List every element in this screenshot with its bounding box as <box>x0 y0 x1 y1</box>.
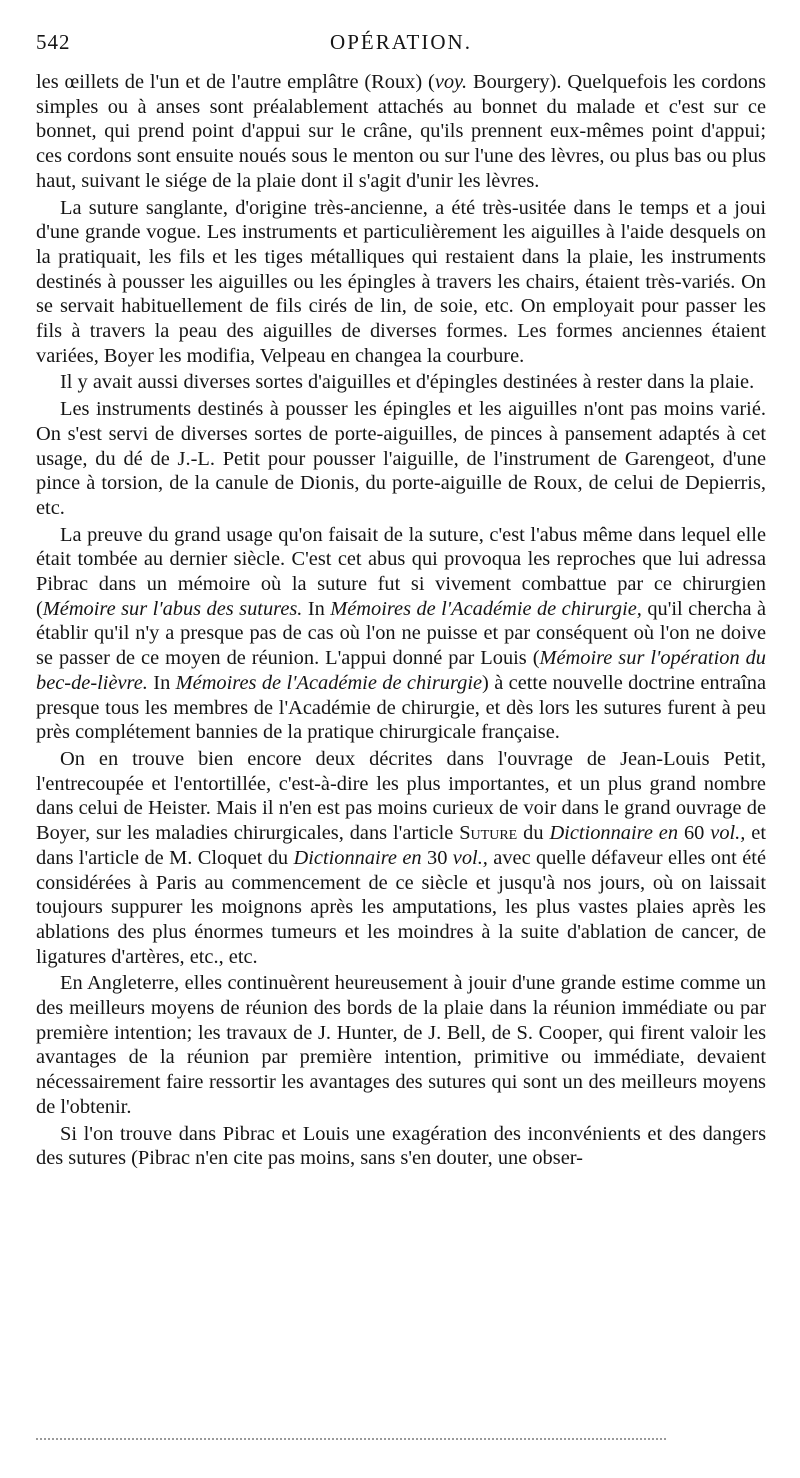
running-title: OPÉRATION. <box>330 30 472 54</box>
paragraph <box>36 971 766 1119</box>
text-run: du <box>517 822 550 845</box>
italic-text: voy. <box>434 71 468 93</box>
italic-text: Mémoire sur l'opération du bec-de-lièvre. <box>36 647 766 694</box>
paragraph <box>36 747 766 969</box>
paragraph <box>36 196 766 369</box>
text-run: 30 <box>421 846 453 869</box>
page-number: 542 <box>36 30 71 54</box>
paragraph <box>36 397 766 521</box>
text-run: En Angleterre, elles continuèrent heureusement à jouir d'une grande estime comme un des meilleurs moyens de réunion des bords de la plaie dans la réunion immédiate ou par première intention; les travaux de J. Hunter, de J. Bell, de S. Cooper, qui firent valoir les avantages de la réunion par première intention, primitive ou immédiate, devaient nécessairement faire ressortir les avantages des sutures qui sont un des meilleurs moyens de l'obtenir. <box>36 972 766 1118</box>
italic-text: vol., <box>452 846 488 869</box>
text-run: In <box>147 671 176 694</box>
text-run: In <box>302 597 331 620</box>
italic-text: Mémoires de l'Académie de chirurgie, <box>330 597 642 620</box>
italic-text: Dictionnaire en <box>549 822 679 845</box>
italic-text: Mémoires de l'Académie de chirurgie <box>175 671 483 694</box>
text-run: La suture sanglante, d'origine très-ancienne, a été très-usitée dans le temps et a joui d'une grande vogue. Les instruments et particulièrement les aiguilles à l'aide desquels on la pratiquait, les fils et les tiges métalliques qui restaient dans la plaie, les instruments destinés à pousser les aiguilles ou les épingles à travers les chairs, étaient très-variés. On se servait habituellement de fils cirés de lin, de soie, etc. On employait pour passer les fils à travers la peau des aiguilles de diverses formes. Les formes anciennes étaient variées, Boyer les modifia, Velpeau en changea la courbure. <box>36 196 766 367</box>
text-run: les œillets de l'un et de l'autre emplâtre (Roux) ( <box>36 71 435 93</box>
italic-text: vol., <box>710 822 746 845</box>
italic-text: Dictionnaire en <box>293 846 422 869</box>
text-run: On en trouve bien encore deux décrites dans l'ouvrage de Jean-Louis Petit, l'entrecoupée et l'entortillée, c'est-à-dire les plus importantes, et un plus grand nombre dans celui de Heister. Mais il n'en est pas moins curieux de voir dans le grand ouvrage de Boyer, sur les maladies chirurgicales, dans l'article <box>36 747 766 845</box>
document-page <box>36 30 766 1171</box>
text-run: Il y avait aussi diverses sortes d'aiguilles et d'épingles destinées à rester dans la plaie. <box>60 371 755 394</box>
paragraph <box>36 523 766 745</box>
paragraph <box>36 1122 766 1171</box>
text-run: qu'il chercha à établir qu'il n'y a presque pas de cas où l'on ne puisse et par conséquent où l'on ne doive se passer de ce moyen de réunion. L'appui donné par Louis ( <box>36 597 766 670</box>
paragraph <box>36 370 766 395</box>
text-run: La preuve du grand usage qu'on faisait de la suture, c'est l'abus même dans lequel elle était tombée au dernier siècle. C'est cet abus qui provoqua les reproches que lui adressa Pibrac dans un mémoire où la suture fut si vivement combattue par ce chirurgien ( <box>36 523 766 620</box>
footer-dotted-rule <box>36 1438 666 1440</box>
text-run: Bourgery). Quelquefois les cordons simples ou à anses sont préalablement attachés au bonnet du malade et c'est sur ce bonnet, qui prend point d'appui sur le crâne, qu'ils prennent eux-mêmes point d'appui; ces cordons sont ensuite noués sous le menton ou sur l'une des lèvres, ou plus bas ou plus haut, suivant le siége de la plaie dont il s'agit d'unir les lèvres. <box>36 71 766 192</box>
page-header <box>36 30 766 58</box>
text-run: Les instruments destinés à pousser les épingles et les aiguilles n'ont pas moins varié. On s'est servi de diverses sortes de porte-aiguilles, de pinces à pansement adaptés à cet usage, du dé de J.-L. Petit pour pousser l'aiguille, de l'instrument de Garengeot, d'une pince à torsion, de la canule de Dionis, du porte-aiguille de Roux, de celui de Depierris, etc. <box>36 398 766 519</box>
text-run: 60 <box>678 822 711 845</box>
text-run: Si l'on trouve dans Pibrac et Louis une exagération des inconvénients et des dangers des sutures (Pibrac n'en cite pas moins, sans s'en douter, une obser- <box>36 1122 766 1170</box>
paragraph <box>36 70 766 194</box>
small-caps-text: Suture <box>459 822 518 845</box>
text-run: et dans l'article de M. Cloquet du <box>36 822 766 869</box>
text-run: avec quelle défaveur elles ont été considérées à Paris au commencement de ce siècle et jusqu'à nos jours, où on laissait toujours suppurer les moignons après les amputations, les plus vastes plaies après les ablations des plus énormes tumeurs et les moindres à la suite d'ablation de cancer, de ligatures d'artères, etc., etc. <box>36 846 766 968</box>
body-text <box>36 70 766 1171</box>
italic-text: Mémoire sur l'abus des sutures. <box>42 597 303 620</box>
text-run: ) à cette nouvelle doctrine entraîna presque tous les membres de l'Académie de chirurgie, et dès lors les sutures furent à peu près complétement bannies de la pratique chirurgicale française. <box>36 671 766 744</box>
